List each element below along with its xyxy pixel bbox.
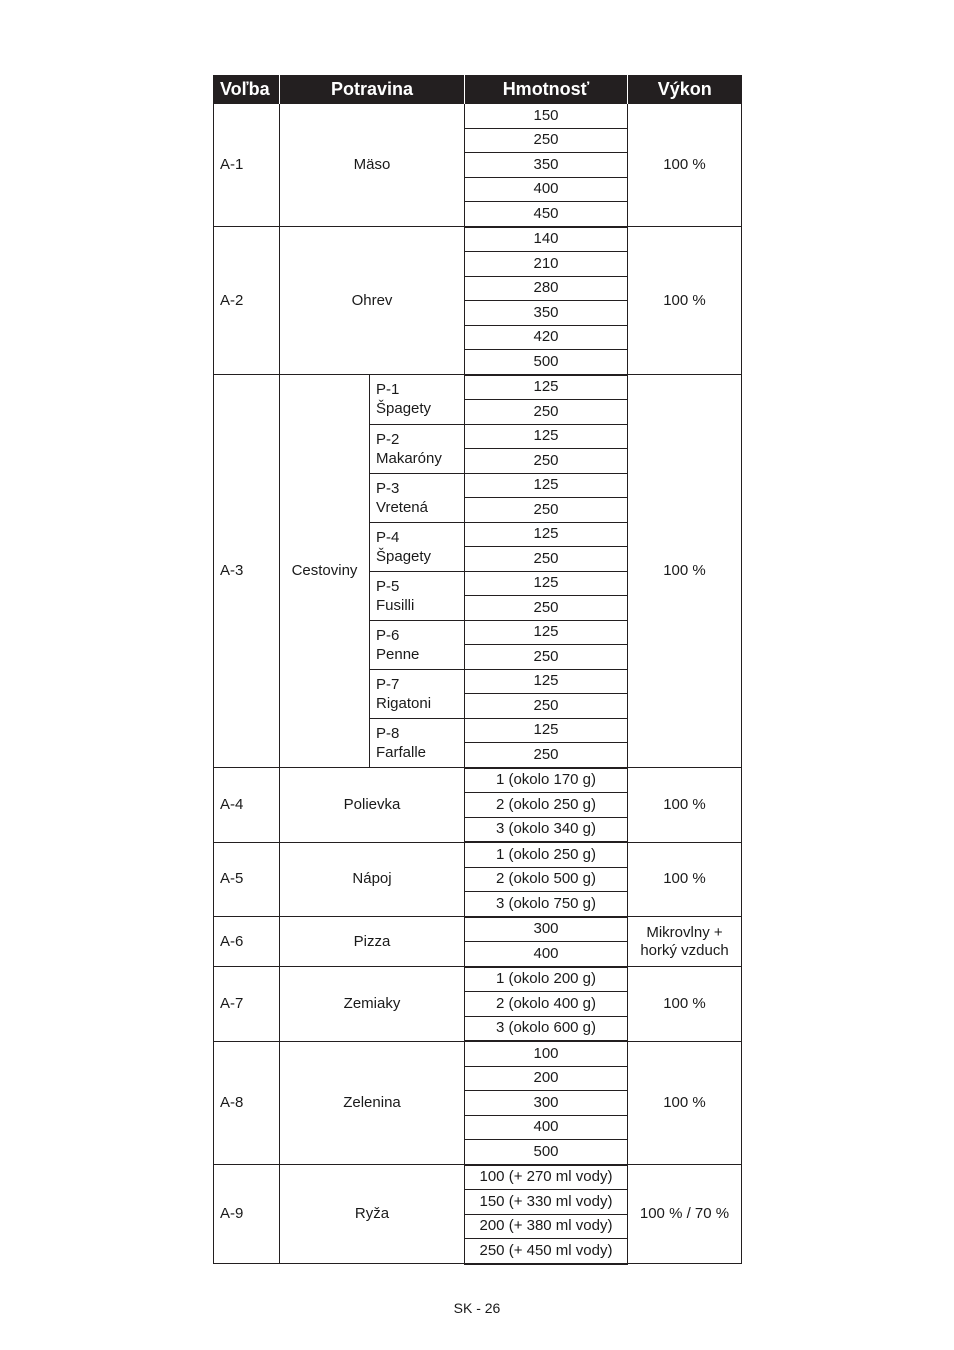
weight-cell: 125 (465, 620, 628, 645)
weight-cell: 400 (465, 1115, 628, 1140)
weight-cell: 140 (465, 227, 628, 252)
power-value: 100 % (628, 1041, 742, 1165)
weight-cell: 3 (okolo 340 g) (465, 817, 628, 842)
weight-cell: 100 (+ 270 ml vody) (465, 1165, 628, 1190)
weight-cell: 420 (465, 325, 628, 350)
cooking-programs-table (213, 75, 742, 1265)
food-name: Pizza (280, 917, 465, 967)
subprogram-name: Vretená (376, 498, 428, 516)
table-row (214, 375, 742, 400)
food-name: Nápoj (280, 842, 465, 917)
option-code: A-3 (214, 375, 280, 768)
subprogram-code: P-3 (376, 479, 400, 497)
power-value: 100 % / 70 % (628, 1165, 742, 1264)
subprogram-name: Špagety (376, 400, 432, 418)
subprogram-code: P-4 (376, 528, 400, 546)
table-row (214, 967, 742, 992)
weight-cell: 3 (okolo 750 g) (465, 892, 628, 917)
weight-cell: 3 (okolo 600 g) (465, 1016, 628, 1041)
food-name: Polievka (280, 768, 465, 843)
subprogram-cell (370, 473, 465, 522)
food-name: Zelenina (280, 1041, 465, 1165)
weight-cell: 350 (465, 153, 628, 178)
subprogram-name: Penne (376, 645, 420, 663)
weight-cell: 250 (465, 449, 628, 474)
subprogram-name: Špagety (376, 547, 432, 565)
option-code: A-9 (214, 1165, 280, 1264)
food-name: Zemiaky (280, 967, 465, 1042)
weight-cell: 250 (465, 743, 628, 768)
weight-cell: 250 (465, 645, 628, 670)
weight-cell: 1 (okolo 200 g) (465, 967, 628, 992)
power-line: horký vzduch (640, 941, 729, 959)
weight-cell: 200 (465, 1066, 628, 1091)
table-row (214, 842, 742, 867)
weight-cell: 250 (+ 450 ml vody) (465, 1239, 628, 1264)
option-code: A-6 (214, 917, 280, 967)
subprogram-cell (370, 522, 465, 571)
subprogram-code: P-7 (376, 675, 400, 693)
header-weight: Hmotnosť (465, 75, 628, 104)
table-row (214, 917, 742, 942)
table-row (214, 768, 742, 793)
table-row (214, 1165, 742, 1190)
subprogram-name: Farfalle (376, 743, 427, 761)
subprogram-name: Fusilli (376, 596, 415, 614)
weight-cell: 125 (465, 669, 628, 694)
subprogram-code: P-1 (376, 381, 400, 399)
weight-cell: 125 (465, 718, 628, 743)
table-row (214, 104, 742, 129)
subprogram-cell (370, 375, 465, 425)
subprogram-name: Makaróny (376, 449, 442, 467)
weight-cell: 1 (okolo 250 g) (465, 842, 628, 867)
weight-cell: 250 (465, 596, 628, 621)
weight-cell: 1 (okolo 170 g) (465, 768, 628, 793)
weight-cell: 125 (465, 375, 628, 400)
table-body (214, 104, 742, 1264)
weight-cell: 125 (465, 473, 628, 498)
weight-cell: 2 (okolo 400 g) (465, 992, 628, 1017)
subprogram-cell (370, 424, 465, 473)
subprogram-code: P-6 (376, 626, 400, 644)
option-code: A-1 (214, 104, 280, 227)
header-food: Potravina (280, 75, 465, 104)
power-value (628, 917, 742, 967)
weight-cell: 210 (465, 252, 628, 277)
weight-cell: 125 (465, 571, 628, 596)
weight-cell: 250 (465, 694, 628, 719)
weight-cell: 125 (465, 522, 628, 547)
option-code: A-8 (214, 1041, 280, 1165)
header-option: Voľba (214, 75, 280, 104)
power-value: 100 % (628, 227, 742, 375)
weight-cell: 400 (465, 942, 628, 967)
weight-cell: 400 (465, 177, 628, 202)
option-code: A-7 (214, 967, 280, 1042)
header-power: Výkon (628, 75, 742, 104)
weight-cell: 250 (465, 498, 628, 523)
weight-cell: 350 (465, 301, 628, 326)
option-code: A-4 (214, 768, 280, 843)
weight-cell: 2 (okolo 250 g) (465, 793, 628, 818)
power-value: 100 % (628, 967, 742, 1042)
power-value: 100 % (628, 842, 742, 917)
weight-cell: 250 (465, 547, 628, 572)
subprogram-code: P-5 (376, 577, 400, 595)
food-name: Cestoviny (280, 375, 370, 768)
weight-cell: 150 (465, 104, 628, 129)
weight-cell: 125 (465, 424, 628, 449)
subprogram-code: P-8 (376, 724, 400, 742)
weight-cell: 150 (+ 330 ml vody) (465, 1190, 628, 1215)
weight-cell: 250 (465, 400, 628, 425)
table-row (214, 1041, 742, 1066)
subprogram-cell (370, 669, 465, 718)
food-name: Ohrev (280, 227, 465, 375)
option-code: A-2 (214, 227, 280, 375)
subprogram-cell (370, 620, 465, 669)
subprogram-cell (370, 571, 465, 620)
subprogram-code: P-2 (376, 430, 400, 448)
subprogram-cell (370, 718, 465, 768)
weight-cell: 100 (465, 1041, 628, 1066)
power-value: 100 % (628, 104, 742, 227)
power-value: 100 % (628, 375, 742, 768)
weight-cell: 200 (+ 380 ml vody) (465, 1214, 628, 1239)
weight-cell: 300 (465, 1091, 628, 1116)
weight-cell: 450 (465, 202, 628, 227)
weight-cell: 300 (465, 917, 628, 942)
table-row (214, 227, 742, 252)
weight-cell: 500 (465, 350, 628, 375)
weight-cell: 280 (465, 276, 628, 301)
weight-cell: 2 (okolo 500 g) (465, 867, 628, 892)
power-value: 100 % (628, 768, 742, 843)
weight-cell: 250 (465, 128, 628, 153)
power-line: Mikrovlny + (646, 923, 723, 941)
table-header-row (214, 75, 742, 104)
page-number: SK - 26 (453, 1300, 501, 1316)
option-code: A-5 (214, 842, 280, 917)
food-name: Mäso (280, 104, 465, 227)
subprogram-name: Rigatoni (376, 694, 432, 712)
weight-cell: 500 (465, 1140, 628, 1165)
food-name: Ryža (280, 1165, 465, 1264)
